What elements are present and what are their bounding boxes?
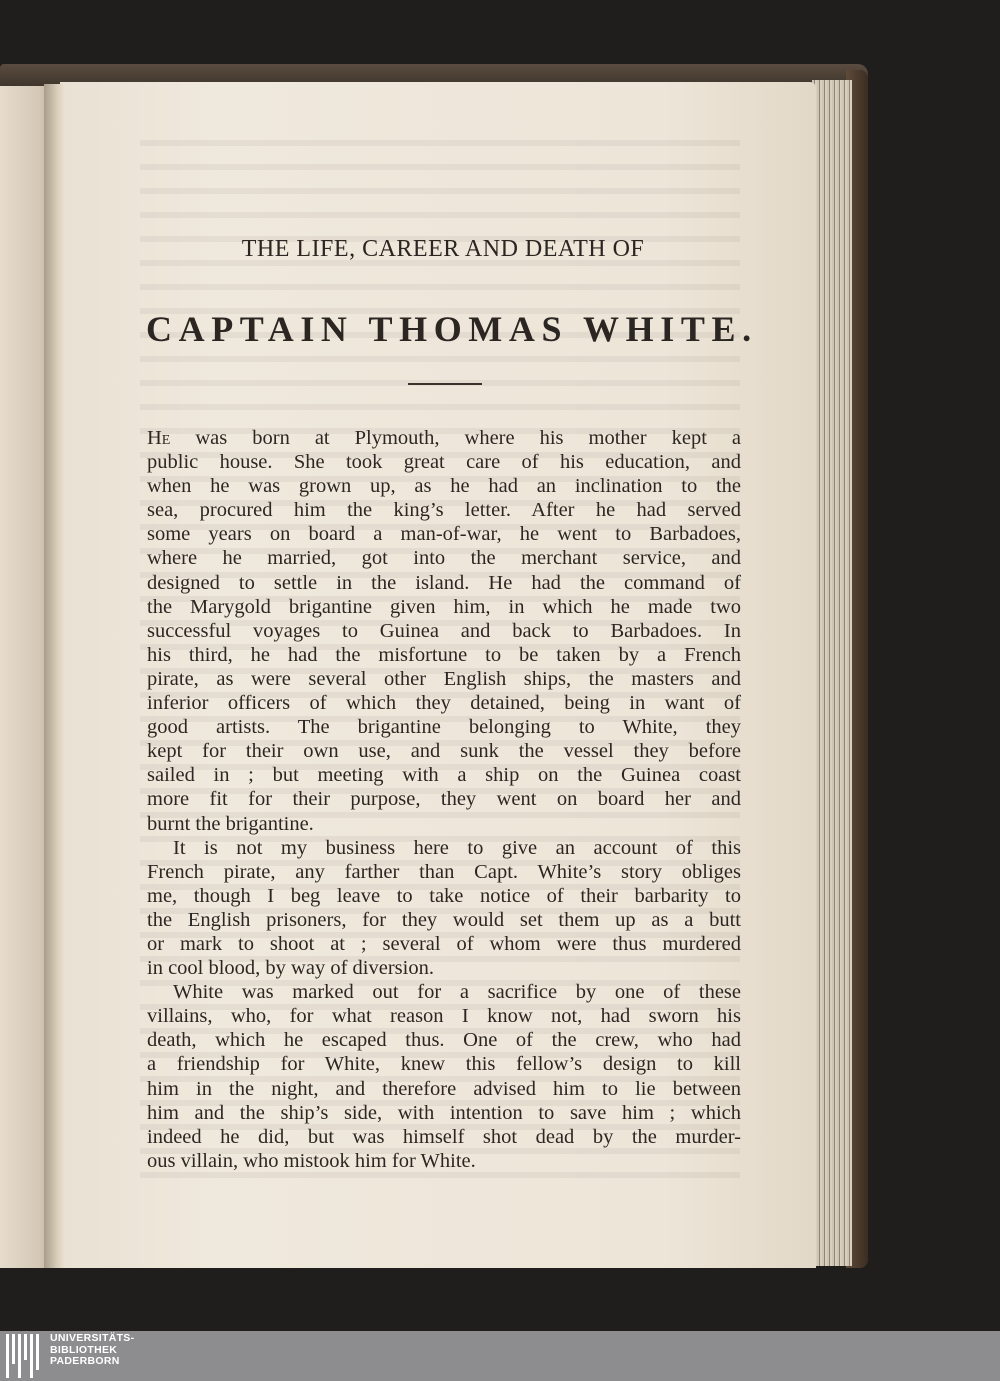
heading-divider-rule [408, 383, 482, 385]
text-line: indeed he did, but was himself shot dead by the murder- [147, 1125, 741, 1148]
text-line: sailed in ; but meeting with a ship on the Guinea coast [147, 764, 741, 787]
text-line: public house. She took great care of his education, and [147, 451, 741, 474]
text-line: the Marygold brigantine given him, in which he made two [147, 595, 741, 618]
text-line: when he was grown up, as he had an inclination to the [147, 475, 741, 498]
logo-bar [36, 1334, 39, 1370]
logo-bar [6, 1334, 9, 1378]
text-line: where he married, got into the merchant service, and [147, 547, 741, 570]
logo-line-2: BIBLIOTHEK [50, 1343, 118, 1356]
text-line: some years on board a man-of-war, he went to Barbadoes, [147, 523, 741, 546]
text-line: his third, he had the misfortune to be taken by a French [147, 643, 741, 666]
library-logo-text [50, 1333, 190, 1368]
text-line: good artists. The brigantine belonging to White, they [147, 716, 741, 739]
chapter-heading-line2: CAPTAIN THOMAS WHITE. [146, 309, 758, 349]
text-line: him in the night, and therefore advised him to lie between [147, 1077, 741, 1100]
text-line: or mark to shoot at ; several of whom were thus murdered [147, 932, 741, 955]
text-line: White was marked out for a sacrifice by one of these [173, 981, 741, 1004]
text-line: burnt the brigantine. [147, 812, 314, 835]
text-line [147, 426, 741, 450]
body-text [147, 426, 741, 1173]
text-line: French pirate, any farther than Capt. White’s story obliges [147, 860, 741, 883]
text-line: pirate, as were several other English ships, the masters and [147, 667, 741, 690]
text-line: in cool blood, by way of diversion. [147, 957, 434, 980]
logo-bar [24, 1334, 27, 1360]
text-line: villains, who, for what reason I know not, had sworn his [147, 1005, 741, 1028]
text-line: sea, procured him the king’s letter. After he had served [147, 499, 741, 522]
logo-bar [18, 1334, 21, 1378]
library-logo-icon [6, 1334, 40, 1378]
text-line: more fit for their purpose, they went on board her and [147, 788, 741, 811]
text-line: ous villain, who mistook him for White. [147, 1149, 476, 1172]
text-line: It is not my business here to give an account of this [173, 836, 741, 859]
small-caps-opening: He [147, 427, 171, 449]
text-line-rest: was born at Plymouth, where his mother kept a [170, 427, 741, 449]
logo-line-3: PADERBORN [50, 1355, 120, 1367]
logo-bar [30, 1334, 33, 1378]
text-line: him and the ship’s side, with intention to save him ; which [147, 1101, 741, 1124]
text-line: me, though I beg leave to take notice of their barbarity to [147, 884, 741, 907]
logo-bar [12, 1334, 15, 1364]
text-line: kept for their own use, and sunk the vessel they before [147, 740, 741, 763]
text-line: successful voyages to Guinea and back to Barbadoes. In [147, 619, 741, 642]
text-line: inferior officers of which they detained, being in want of [147, 692, 741, 715]
logo-line-1: UNIVERSITÄTS- [50, 1332, 135, 1344]
text-line: death, which he escaped thus. One of the crew, who had [147, 1029, 741, 1052]
text-line: the English prisoners, for they would set them up as a butt [147, 908, 741, 931]
chapter-heading-line1: THE LIFE, CAREER AND DEATH OF [241, 236, 645, 262]
text-line: designed to settle in the island. He had the command of [147, 571, 741, 594]
text-line: a friendship for White, knew this fellow’s design to kill [147, 1053, 741, 1076]
